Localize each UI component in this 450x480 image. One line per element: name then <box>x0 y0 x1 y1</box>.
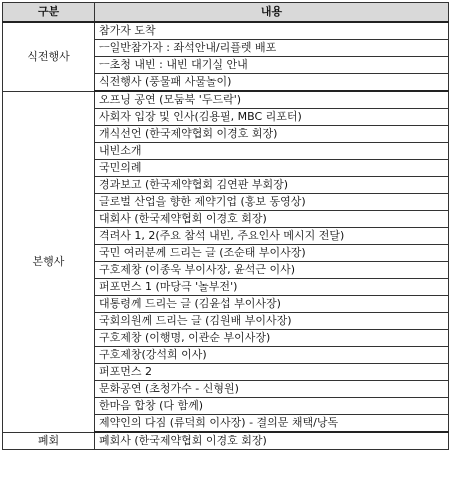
content-cell: 퍼포먼스 2 <box>95 364 449 381</box>
program-table-body <box>3 22 449 450</box>
header-category: 구분 <box>3 3 95 23</box>
category-cell: 본행사 <box>3 91 95 432</box>
table-row <box>3 22 449 40</box>
content-cell: 경과보고 (한국제약협회 김연판 부회장) <box>95 177 449 194</box>
header-content: 내용 <box>95 3 449 23</box>
content-cell: 참가자 도착 <box>95 22 449 40</box>
content-cell: 폐회사 (한국제약협회 이경호 회장) <box>95 432 449 450</box>
content-cell: 퍼포먼스 1 (마당극 '놀부전') <box>95 279 449 296</box>
content-cell: 개식선언 (한국제약협회 이경호 회장) <box>95 126 449 143</box>
content-cell: 글로벌 산업을 향한 제약기업 (홍보 동영상) <box>95 194 449 211</box>
header-row <box>3 3 449 23</box>
program-table <box>2 2 449 450</box>
content-cell: 제약인의 다짐 (류덕희 이사장) - 결의문 채택/낭독 <box>95 415 449 433</box>
content-cell: ㅡ일반참가자 : 좌석안내/리플렛 배포 <box>95 40 449 57</box>
content-cell: 국민의례 <box>95 160 449 177</box>
content-cell: 구호제창(강석희 이사) <box>95 347 449 364</box>
program-table-wrapper <box>2 2 448 450</box>
content-cell: 구호제창 (이행명, 이관순 부이사장) <box>95 330 449 347</box>
content-cell: 한마음 합창 (다 함께) <box>95 398 449 415</box>
content-cell: 구호제창 (이종욱 부이사장, 윤석근 이사) <box>95 262 449 279</box>
content-cell: 대통령께 드리는 글 (김윤섭 부이사장) <box>95 296 449 313</box>
content-cell: 식전행사 (풍물패 사물놀이) <box>95 74 449 92</box>
content-cell: 국회의원께 드리는 글 (김원배 부이사장) <box>95 313 449 330</box>
content-cell: 격려사 1, 2(주요 참석 내빈, 주요인사 메시지 전달) <box>95 228 449 245</box>
content-cell: 오프닝 공연 (모둠북 '두드락') <box>95 91 449 109</box>
table-row <box>3 91 449 109</box>
content-cell: 대회사 (한국제약협회 이경호 회장) <box>95 211 449 228</box>
content-cell: 내빈소개 <box>95 143 449 160</box>
category-cell: 식전행사 <box>3 22 95 91</box>
table-row <box>3 432 449 450</box>
category-cell: 폐회 <box>3 432 95 450</box>
content-cell: 사회자 입장 및 인사(김용필, MBC 리포터) <box>95 109 449 126</box>
content-cell: 국민 여러분께 드리는 글 (조순태 부이사장) <box>95 245 449 262</box>
content-cell: ㅡ초청 내빈 : 내빈 대기실 안내 <box>95 57 449 74</box>
content-cell: 문화공연 (초청가수 - 신형원) <box>95 381 449 398</box>
